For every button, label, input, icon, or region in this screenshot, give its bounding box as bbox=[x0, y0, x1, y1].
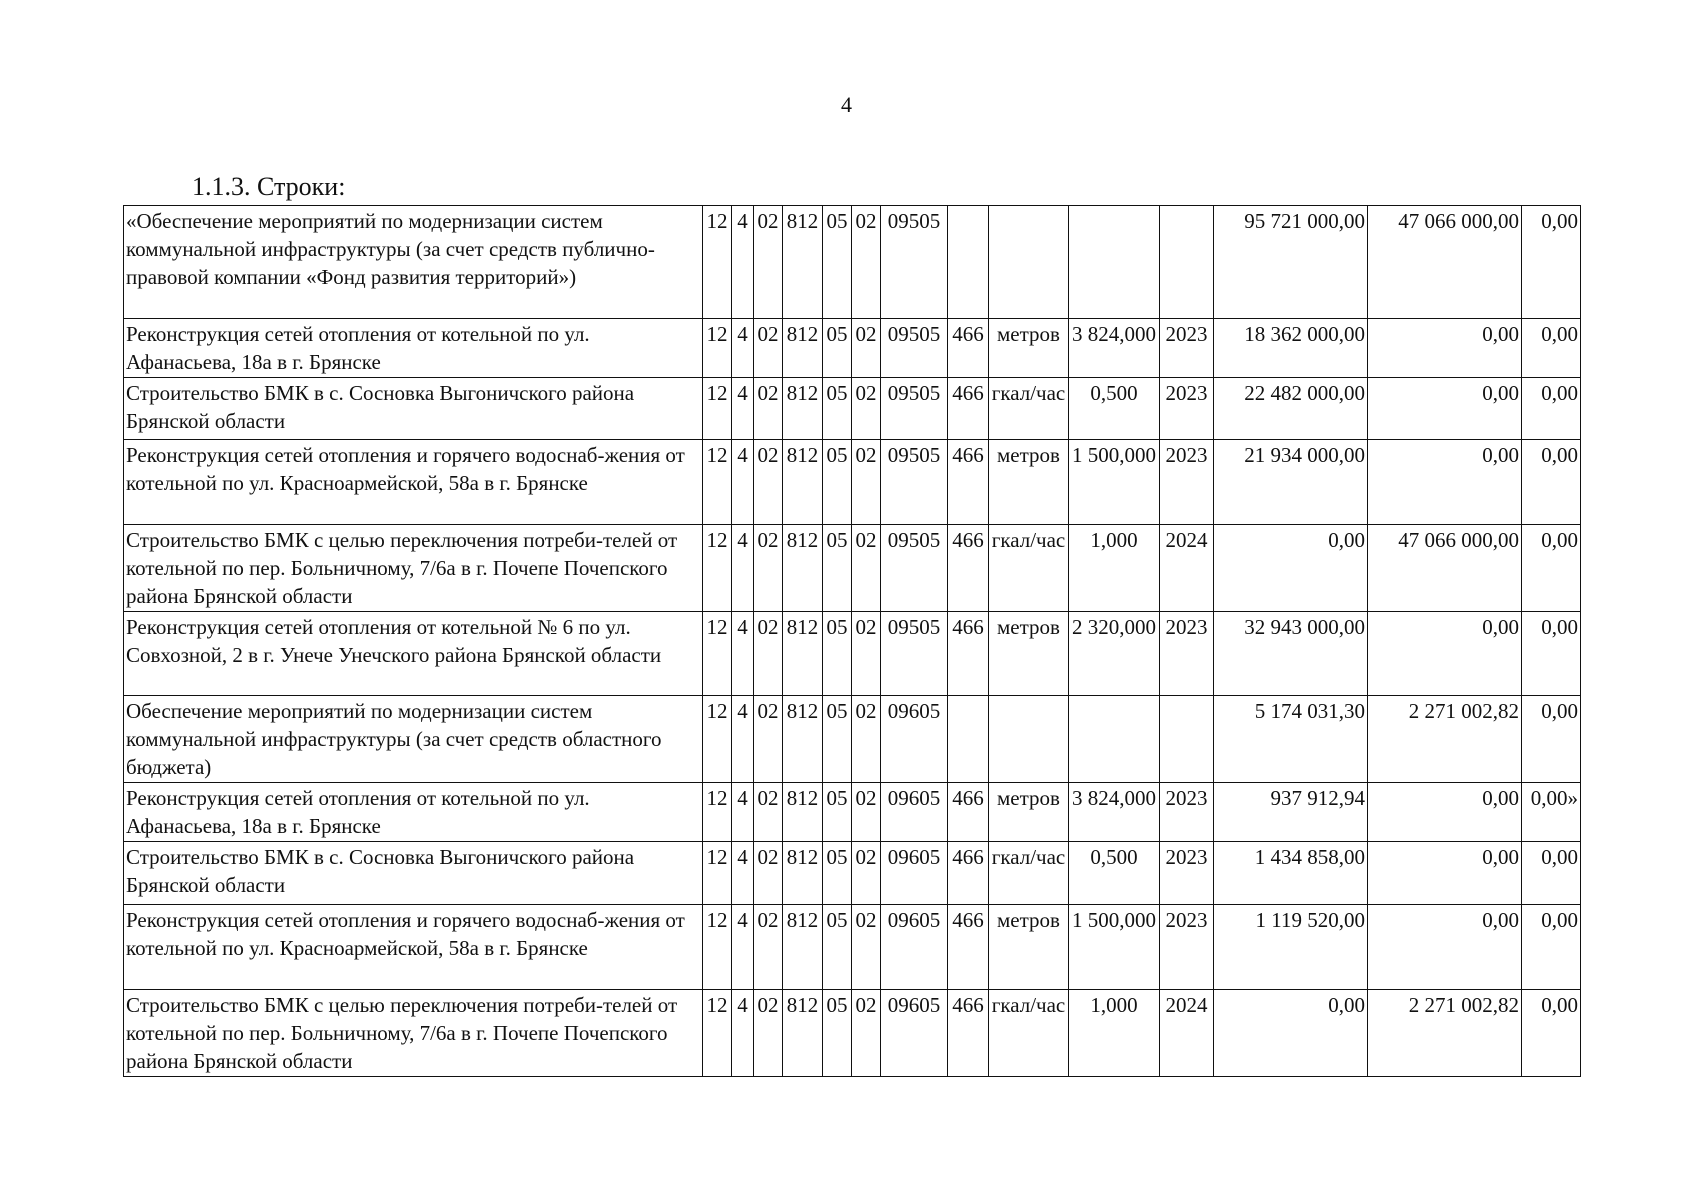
year-cell bbox=[1160, 696, 1214, 783]
code-cell: 812 bbox=[783, 319, 823, 378]
quantity-cell bbox=[1069, 206, 1160, 319]
code-cell: 12 bbox=[703, 319, 732, 378]
code-cell: 812 bbox=[783, 696, 823, 783]
code-cell: 4 bbox=[732, 783, 754, 842]
code-cell: 812 bbox=[783, 990, 823, 1077]
code-cell: 09605 bbox=[881, 842, 948, 905]
code-cell: 05 bbox=[823, 696, 852, 783]
unit-cell bbox=[989, 696, 1069, 783]
unit-cell: метров bbox=[989, 319, 1069, 378]
section-title: 1.1.3. Строки: bbox=[192, 172, 346, 201]
code-cell: 4 bbox=[732, 440, 754, 525]
table-row bbox=[124, 612, 1581, 696]
code-cell: 09505 bbox=[881, 440, 948, 525]
amount-cell: 95 721 000,00 bbox=[1214, 206, 1368, 319]
code-cell: 812 bbox=[783, 378, 823, 440]
code-cell: 05 bbox=[823, 440, 852, 525]
code-cell: 02 bbox=[852, 990, 881, 1077]
code-cell: 812 bbox=[783, 842, 823, 905]
code-cell: 02 bbox=[754, 842, 783, 905]
amount-cell: 0,00 bbox=[1522, 525, 1581, 612]
code-cell: 466 bbox=[948, 319, 989, 378]
amount-cell: 2 271 002,82 bbox=[1368, 696, 1522, 783]
code-cell: 09505 bbox=[881, 378, 948, 440]
code-cell: 09605 bbox=[881, 905, 948, 990]
code-cell: 02 bbox=[852, 206, 881, 319]
code-cell: 02 bbox=[852, 525, 881, 612]
code-cell: 812 bbox=[783, 612, 823, 696]
code-cell: 4 bbox=[732, 612, 754, 696]
table-row bbox=[124, 319, 1581, 378]
code-cell: 4 bbox=[732, 378, 754, 440]
code-cell: 02 bbox=[754, 378, 783, 440]
code-cell: 02 bbox=[852, 378, 881, 440]
table-row bbox=[124, 206, 1581, 319]
row-name: Реконструкция сетей отопления от котельной по ул. Афанасьева, 18а в г. Брянске bbox=[124, 319, 703, 378]
quantity-cell: 3 824,000 bbox=[1069, 783, 1160, 842]
code-cell: 466 bbox=[948, 990, 989, 1077]
unit-cell bbox=[989, 206, 1069, 319]
amount-cell: 0,00 bbox=[1522, 319, 1581, 378]
unit-cell: метров bbox=[989, 440, 1069, 525]
amount-cell: 0,00 bbox=[1368, 440, 1522, 525]
code-cell: 812 bbox=[783, 905, 823, 990]
row-name: Строительство БМК с целью переключения потреби-телей от котельной по пер. Больничному, 7/6а в г. Почепе Почепского района Брянской области bbox=[124, 990, 703, 1077]
quantity-cell: 0,500 bbox=[1069, 378, 1160, 440]
code-cell: 02 bbox=[754, 783, 783, 842]
code-cell: 466 bbox=[948, 783, 989, 842]
amount-cell: 1 119 520,00 bbox=[1214, 905, 1368, 990]
code-cell: 12 bbox=[703, 842, 732, 905]
year-cell: 2023 bbox=[1160, 905, 1214, 990]
amount-cell: 0,00 bbox=[1368, 905, 1522, 990]
amount-cell: 0,00 bbox=[1368, 612, 1522, 696]
code-cell: 09605 bbox=[881, 783, 948, 842]
code-cell: 02 bbox=[852, 905, 881, 990]
amount-cell: 0,00 bbox=[1522, 842, 1581, 905]
amount-cell: 32 943 000,00 bbox=[1214, 612, 1368, 696]
code-cell: 12 bbox=[703, 206, 732, 319]
code-cell: 02 bbox=[754, 696, 783, 783]
code-cell: 02 bbox=[852, 319, 881, 378]
amount-cell: 21 934 000,00 bbox=[1214, 440, 1368, 525]
row-name: Строительство БМК в с. Сосновка Выгоничского района Брянской области bbox=[124, 378, 703, 440]
code-cell: 12 bbox=[703, 783, 732, 842]
code-cell: 05 bbox=[823, 842, 852, 905]
unit-cell: метров bbox=[989, 783, 1069, 842]
amount-cell: 2 271 002,82 bbox=[1368, 990, 1522, 1077]
code-cell: 09605 bbox=[881, 696, 948, 783]
amount-cell: 0,00 bbox=[1522, 378, 1581, 440]
code-cell: 05 bbox=[823, 525, 852, 612]
code-cell: 05 bbox=[823, 378, 852, 440]
code-cell: 466 bbox=[948, 905, 989, 990]
amount-cell: 47 066 000,00 bbox=[1368, 206, 1522, 319]
table-row bbox=[124, 905, 1581, 990]
quantity-cell: 2 320,000 bbox=[1069, 612, 1160, 696]
amount-cell: 937 912,94 bbox=[1214, 783, 1368, 842]
code-cell: 466 bbox=[948, 842, 989, 905]
code-cell: 02 bbox=[852, 696, 881, 783]
table-row bbox=[124, 842, 1581, 905]
table-body bbox=[124, 206, 1581, 1077]
code-cell: 02 bbox=[852, 440, 881, 525]
code-cell: 02 bbox=[754, 905, 783, 990]
code-cell: 4 bbox=[732, 206, 754, 319]
code-cell: 05 bbox=[823, 905, 852, 990]
amount-cell: 0,00 bbox=[1522, 905, 1581, 990]
amount-cell: 0,00 bbox=[1368, 783, 1522, 842]
amount-cell: 0,00» bbox=[1522, 783, 1581, 842]
row-name: Реконструкция сетей отопления от котельной № 6 по ул. Совхозной, 2 в г. Унече Унечского района Брянской области bbox=[124, 612, 703, 696]
quantity-cell bbox=[1069, 696, 1160, 783]
row-name: «Обеспечение мероприятий по модернизации систем коммунальной инфраструктуры (за счет средств публично-правовой компании «Фонд развития территорий») bbox=[124, 206, 703, 319]
row-name: Реконструкция сетей отопления и горячего водоснаб-жения от котельной по ул. Красноармейской, 58а в г. Брянске bbox=[124, 440, 703, 525]
unit-cell: гкал/час bbox=[989, 378, 1069, 440]
code-cell: 12 bbox=[703, 990, 732, 1077]
code-cell: 02 bbox=[754, 440, 783, 525]
code-cell bbox=[948, 696, 989, 783]
code-cell: 12 bbox=[703, 440, 732, 525]
code-cell: 05 bbox=[823, 783, 852, 842]
quantity-cell: 1,000 bbox=[1069, 990, 1160, 1077]
code-cell: 812 bbox=[783, 783, 823, 842]
table-row bbox=[124, 990, 1581, 1077]
amount-cell: 0,00 bbox=[1214, 525, 1368, 612]
amount-cell: 47 066 000,00 bbox=[1368, 525, 1522, 612]
amount-cell: 0,00 bbox=[1368, 319, 1522, 378]
amount-cell: 0,00 bbox=[1368, 378, 1522, 440]
code-cell: 466 bbox=[948, 440, 989, 525]
code-cell: 09505 bbox=[881, 206, 948, 319]
table-row bbox=[124, 378, 1581, 440]
year-cell: 2024 bbox=[1160, 990, 1214, 1077]
budget-table bbox=[123, 205, 1581, 1077]
year-cell: 2023 bbox=[1160, 378, 1214, 440]
year-cell: 2023 bbox=[1160, 783, 1214, 842]
code-cell: 02 bbox=[852, 783, 881, 842]
code-cell: 4 bbox=[732, 525, 754, 612]
code-cell: 02 bbox=[754, 612, 783, 696]
row-name: Строительство БМК с целью переключения потреби-телей от котельной по пер. Больничному, 7/6а в г. Почепе Почепского района Брянской области bbox=[124, 525, 703, 612]
code-cell: 09505 bbox=[881, 319, 948, 378]
code-cell: 812 bbox=[783, 525, 823, 612]
table-row bbox=[124, 440, 1581, 525]
code-cell: 05 bbox=[823, 990, 852, 1077]
unit-cell: гкал/час bbox=[989, 990, 1069, 1077]
unit-cell: метров bbox=[989, 612, 1069, 696]
code-cell: 12 bbox=[703, 612, 732, 696]
row-name: Обеспечение мероприятий по модернизации систем коммунальной инфраструктуры (за счет средств областного бюджета) bbox=[124, 696, 703, 783]
row-name: Реконструкция сетей отопления от котельной по ул. Афанасьева, 18а в г. Брянске bbox=[124, 783, 703, 842]
amount-cell: 1 434 858,00 bbox=[1214, 842, 1368, 905]
code-cell bbox=[948, 206, 989, 319]
amount-cell: 5 174 031,30 bbox=[1214, 696, 1368, 783]
code-cell: 4 bbox=[732, 696, 754, 783]
amount-cell: 0,00 bbox=[1522, 990, 1581, 1077]
code-cell: 4 bbox=[732, 905, 754, 990]
quantity-cell: 3 824,000 bbox=[1069, 319, 1160, 378]
year-cell: 2023 bbox=[1160, 319, 1214, 378]
amount-cell: 0,00 bbox=[1522, 696, 1581, 783]
code-cell: 02 bbox=[754, 525, 783, 612]
page-number: 4 bbox=[841, 92, 852, 117]
quantity-cell: 1 500,000 bbox=[1069, 905, 1160, 990]
row-name: Реконструкция сетей отопления и горячего водоснаб-жения от котельной по ул. Красноармейской, 58а в г. Брянске bbox=[124, 905, 703, 990]
quantity-cell: 1 500,000 bbox=[1069, 440, 1160, 525]
amount-cell: 0,00 bbox=[1522, 440, 1581, 525]
row-name: Строительство БМК в с. Сосновка Выгоничского района Брянской области bbox=[124, 842, 703, 905]
code-cell: 02 bbox=[754, 990, 783, 1077]
table-row bbox=[124, 696, 1581, 783]
amount-cell: 18 362 000,00 bbox=[1214, 319, 1368, 378]
code-cell: 812 bbox=[783, 440, 823, 525]
code-cell: 466 bbox=[948, 525, 989, 612]
amount-cell: 0,00 bbox=[1522, 206, 1581, 319]
unit-cell: метров bbox=[989, 905, 1069, 990]
unit-cell: гкал/час bbox=[989, 525, 1069, 612]
table-row bbox=[124, 525, 1581, 612]
unit-cell: гкал/час bbox=[989, 842, 1069, 905]
code-cell: 05 bbox=[823, 206, 852, 319]
quantity-cell: 0,500 bbox=[1069, 842, 1160, 905]
code-cell: 02 bbox=[852, 842, 881, 905]
code-cell: 12 bbox=[703, 905, 732, 990]
code-cell: 4 bbox=[732, 842, 754, 905]
code-cell: 812 bbox=[783, 206, 823, 319]
amount-cell: 22 482 000,00 bbox=[1214, 378, 1368, 440]
code-cell: 05 bbox=[823, 319, 852, 378]
code-cell: 09505 bbox=[881, 525, 948, 612]
year-cell: 2023 bbox=[1160, 440, 1214, 525]
code-cell: 12 bbox=[703, 378, 732, 440]
year-cell bbox=[1160, 206, 1214, 319]
amount-cell: 0,00 bbox=[1214, 990, 1368, 1077]
code-cell: 4 bbox=[732, 990, 754, 1077]
year-cell: 2023 bbox=[1160, 842, 1214, 905]
code-cell: 4 bbox=[732, 319, 754, 378]
code-cell: 05 bbox=[823, 612, 852, 696]
year-cell: 2024 bbox=[1160, 525, 1214, 612]
code-cell: 02 bbox=[754, 319, 783, 378]
code-cell: 09605 bbox=[881, 990, 948, 1077]
amount-cell: 0,00 bbox=[1522, 612, 1581, 696]
code-cell: 09505 bbox=[881, 612, 948, 696]
code-cell: 466 bbox=[948, 378, 989, 440]
code-cell: 02 bbox=[852, 612, 881, 696]
code-cell: 466 bbox=[948, 612, 989, 696]
amount-cell: 0,00 bbox=[1368, 842, 1522, 905]
code-cell: 12 bbox=[703, 696, 732, 783]
table-row bbox=[124, 783, 1581, 842]
code-cell: 12 bbox=[703, 525, 732, 612]
code-cell: 02 bbox=[754, 206, 783, 319]
quantity-cell: 1,000 bbox=[1069, 525, 1160, 612]
year-cell: 2023 bbox=[1160, 612, 1214, 696]
